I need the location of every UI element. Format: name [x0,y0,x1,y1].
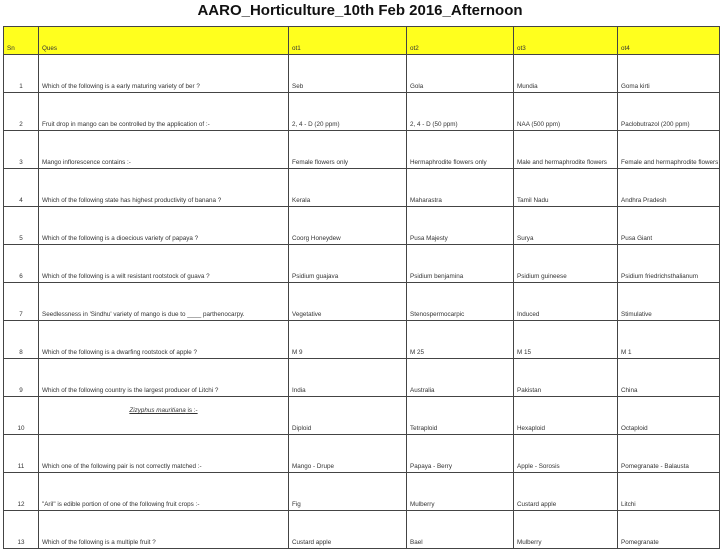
option2-cell: Papaya - Berry [407,435,514,473]
option1-cell: Fig [289,473,407,511]
question-cell: Which of the following country is the largest producer of Litchi ? [39,359,289,397]
header-sn: Sn [4,27,39,55]
table-row [4,93,720,131]
option2-cell: Bael [407,511,514,549]
table-row [4,397,720,435]
header-ques: Ques [39,27,289,55]
question-line [42,407,285,433]
option4-cell: Pomegranate [618,511,720,549]
option3-cell: Tamil Nadu [514,169,618,207]
table-row [4,55,720,93]
header-ot1: ot1 [289,27,407,55]
sn-cell: 4 [4,169,39,207]
header-ot2: ot2 [407,27,514,55]
sn-cell: 8 [4,321,39,359]
option4-cell: Psidium friedrichsthalianum [618,245,720,283]
table-row [4,321,720,359]
table-row [4,435,720,473]
table-row [4,245,720,283]
option2-cell: Mulberry [407,473,514,511]
table-row [4,511,720,549]
option4-cell: Paclobutrazol (200 ppm) [618,93,720,131]
scientific-name: Zizyphus mauritiana [129,407,186,414]
option3-cell: NAA (500 ppm) [514,93,618,131]
option4-cell: China [618,359,720,397]
option1-cell: Seb [289,55,407,93]
option3-cell: Pakistan [514,359,618,397]
sn-cell: 5 [4,207,39,245]
option3-cell: Induced [514,283,618,321]
option3-cell: Hexaploid [514,397,618,435]
option4-cell: Pomegranate - Balausta [618,435,720,473]
sn-cell: 6 [4,245,39,283]
option3-cell: Mulberry [514,511,618,549]
sn-cell: 2 [4,93,39,131]
question-cell: Which one of the following pair is not correctly matched :- [39,435,289,473]
table-row [4,169,720,207]
option1-cell: Kerala [289,169,407,207]
sn-cell: 13 [4,511,39,549]
header-ot4: ot4 [618,27,720,55]
option4-cell: Andhra Pradesh [618,169,720,207]
question-cell: Which of the following is a dwarfing rootstock of apple ? [39,321,289,359]
option3-cell: Male and hermaphrodite flowers [514,131,618,169]
page-title: AARO_Horticulture_10th Feb 2016_Afternoon [197,2,523,19]
option4-cell: Goma kirti [618,55,720,93]
option4-cell: Octaploid [618,397,720,435]
option3-cell: Apple - Sorosis [514,435,618,473]
option3-cell: Surya [514,207,618,245]
option2-cell: Psidium benjamina [407,245,514,283]
table-row [4,131,720,169]
option2-cell: Maharastra [407,169,514,207]
sn-cell: 11 [4,435,39,473]
question-cell: Seedlessness in 'Sindhu' variety of mango is due to ____ parthenocarpy. [39,283,289,321]
option1-cell: Vegetative [289,283,407,321]
question-cell [39,397,289,435]
option1-cell: Diploid [289,397,407,435]
option1-cell: Female flowers only [289,131,407,169]
option3-cell: Custard apple [514,473,618,511]
option1-cell: 2, 4 - D (20 ppm) [289,93,407,131]
header-ot3: ot3 [514,27,618,55]
option2-cell: Gola [407,55,514,93]
table-row [4,359,720,397]
option2-cell: Pusa Majesty [407,207,514,245]
sn-cell: 3 [4,131,39,169]
option2-cell: Tetraploid [407,397,514,435]
sn-cell: 12 [4,473,39,511]
option1-cell: M 9 [289,321,407,359]
option1-cell: Psidium guajava [289,245,407,283]
question-cell: "Aril" is edible portion of one of the following fruit crops :- [39,473,289,511]
option2-cell: Stenospermocarpic [407,283,514,321]
question-cell: Fruit drop in mango can be controlled by the application of :- [39,93,289,131]
sn-cell: 9 [4,359,39,397]
question-cell: Which of the following is a multiple fruit ? [39,511,289,549]
option2-cell: M 25 [407,321,514,359]
sn-cell: 1 [4,55,39,93]
option1-cell: Custard apple [289,511,407,549]
question-cell: Which of the following state has highest productivity of banana ? [39,169,289,207]
table-row [4,473,720,511]
table-row [4,283,720,321]
option3-cell: Psidium guineese [514,245,618,283]
option2-cell: 2, 4 - D (50 ppm) [407,93,514,131]
option4-cell: Stimulative [618,283,720,321]
question-table [3,26,720,549]
option4-cell: Female and hermaphrodite flowers [618,131,720,169]
option2-cell: Australia [407,359,514,397]
question-cell: Which of the following is a dioecious variety of papaya ? [39,207,289,245]
option4-cell: M 1 [618,321,720,359]
header-row [4,27,720,55]
sn-cell: 10 [4,397,39,435]
option1-cell: India [289,359,407,397]
option1-cell: Coorg Honeydew [289,207,407,245]
option2-cell: Hermaphrodite flowers only [407,131,514,169]
option3-cell: M 15 [514,321,618,359]
option1-cell: Mango - Drupe [289,435,407,473]
sn-cell: 7 [4,283,39,321]
question-cell: Mango inflorescence contains :- [39,131,289,169]
option3-cell: Mundia [514,55,618,93]
question-suffix: is :- [185,407,198,414]
option4-cell: Litchi [618,473,720,511]
question-cell: Which of the following is a early maturing variety of ber ? [39,55,289,93]
table-row [4,207,720,245]
question-cell: Which of the following is a wilt resistant rootstock of guava ? [39,245,289,283]
option4-cell: Pusa Giant [618,207,720,245]
